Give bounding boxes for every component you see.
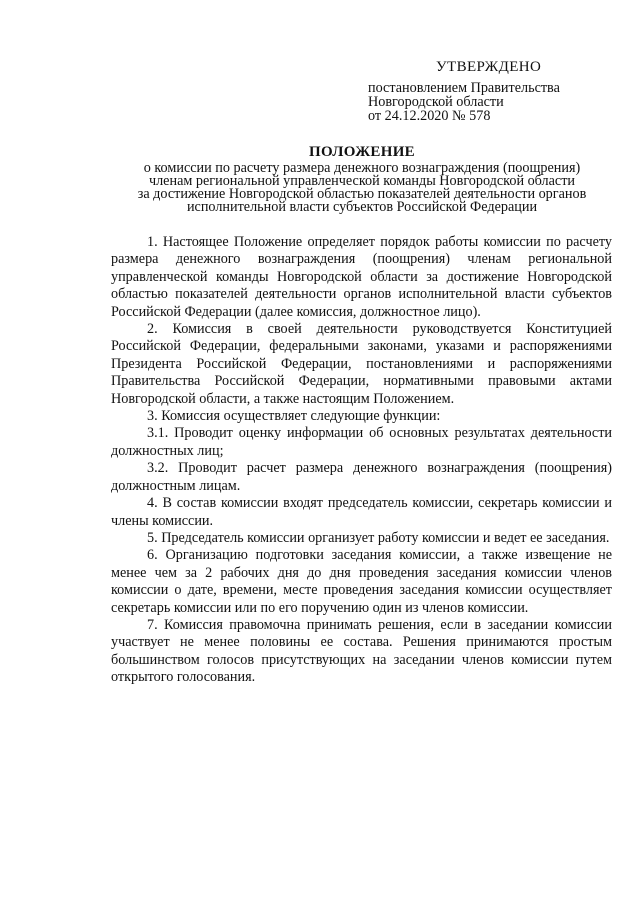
approved-label: УТВЕРЖДЕНО bbox=[436, 59, 542, 75]
paragraph-1: 1. Настоящее Положение определяет порядок работы комиссии по расчету размера денежного вознаграждения (поощрения) членам региональной управленческой команды Новгородской области за достижение Новгородской областью показателей деятельности органов исполнительной власти субъектов Российской Федерации (далее комиссия, должностное лицо). bbox=[111, 234, 612, 320]
document-body bbox=[111, 234, 612, 687]
paragraph-5: 5. Председатель комиссии организует работу комиссии и ведет ее заседания. bbox=[147, 529, 610, 546]
paragraph-2: 2. Комиссия в своей деятельности руководствуется Конституцией Российской Федерации, федеральными законами, указами и распоряжениями Президента Российской Федерации, постановлениями и распоряжениями Правительства Российской Федерации, нормативными правовыми актами Новгородской области, а также настоящим Положением. bbox=[111, 321, 612, 407]
subtitle-line-1: о комиссии по расчету размера денежного вознаграждения (поощрения) bbox=[143, 160, 581, 176]
approval-line-1: постановлением Правительства bbox=[368, 80, 560, 96]
paragraph-7: 7. Комиссия правомочна принимать решения, если в заседании комиссии участвует не менее половины ее состава. Решения принимаются простым большинством голосов присутствующих на заседании членов комиссии путем открытого голосования. bbox=[111, 616, 612, 686]
paragraph-3-1: 3.1. Проводит оценку информации об основных результатах деятельности должностных лиц; bbox=[111, 425, 612, 459]
document-title: ПОЛОЖЕНИЕ bbox=[309, 144, 415, 160]
approval-line-3: от 24.12.2020 № 578 bbox=[368, 108, 491, 124]
subtitle-line-3: за достижение Новгородской областью показателей деятельности органов bbox=[137, 186, 587, 202]
subtitle-line-4: исполнительной власти субъектов Российской Федерации bbox=[186, 199, 538, 215]
paragraph-4: 4. В состав комиссии входят председатель комиссии, секретарь комиссии и члены комиссии. bbox=[111, 495, 612, 529]
document-subtitle bbox=[118, 162, 606, 214]
subtitle-line-2: членам региональной управленческой команды Новгородской области bbox=[148, 173, 576, 189]
paragraph-6: 6. Организацию подготовки заседания комиссии, а также извещение не менее чем за 2 рабочих дня до дня проведения заседания комиссии членов комиссии о дате, времени, месте проведения заседания комиссии осуществляет секретарь комиссии или по его поручению один из членов комиссии. bbox=[111, 547, 612, 616]
paragraph-3: 3. Комиссия осуществляет следующие функции: bbox=[147, 408, 441, 425]
approval-line-2: Новгородской области bbox=[368, 94, 504, 110]
approval-stamp-block bbox=[368, 60, 618, 123]
paragraph-3-2: 3.2. Проводит расчет размера денежного вознаграждения (поощрения) должностным лицам. bbox=[111, 460, 612, 494]
